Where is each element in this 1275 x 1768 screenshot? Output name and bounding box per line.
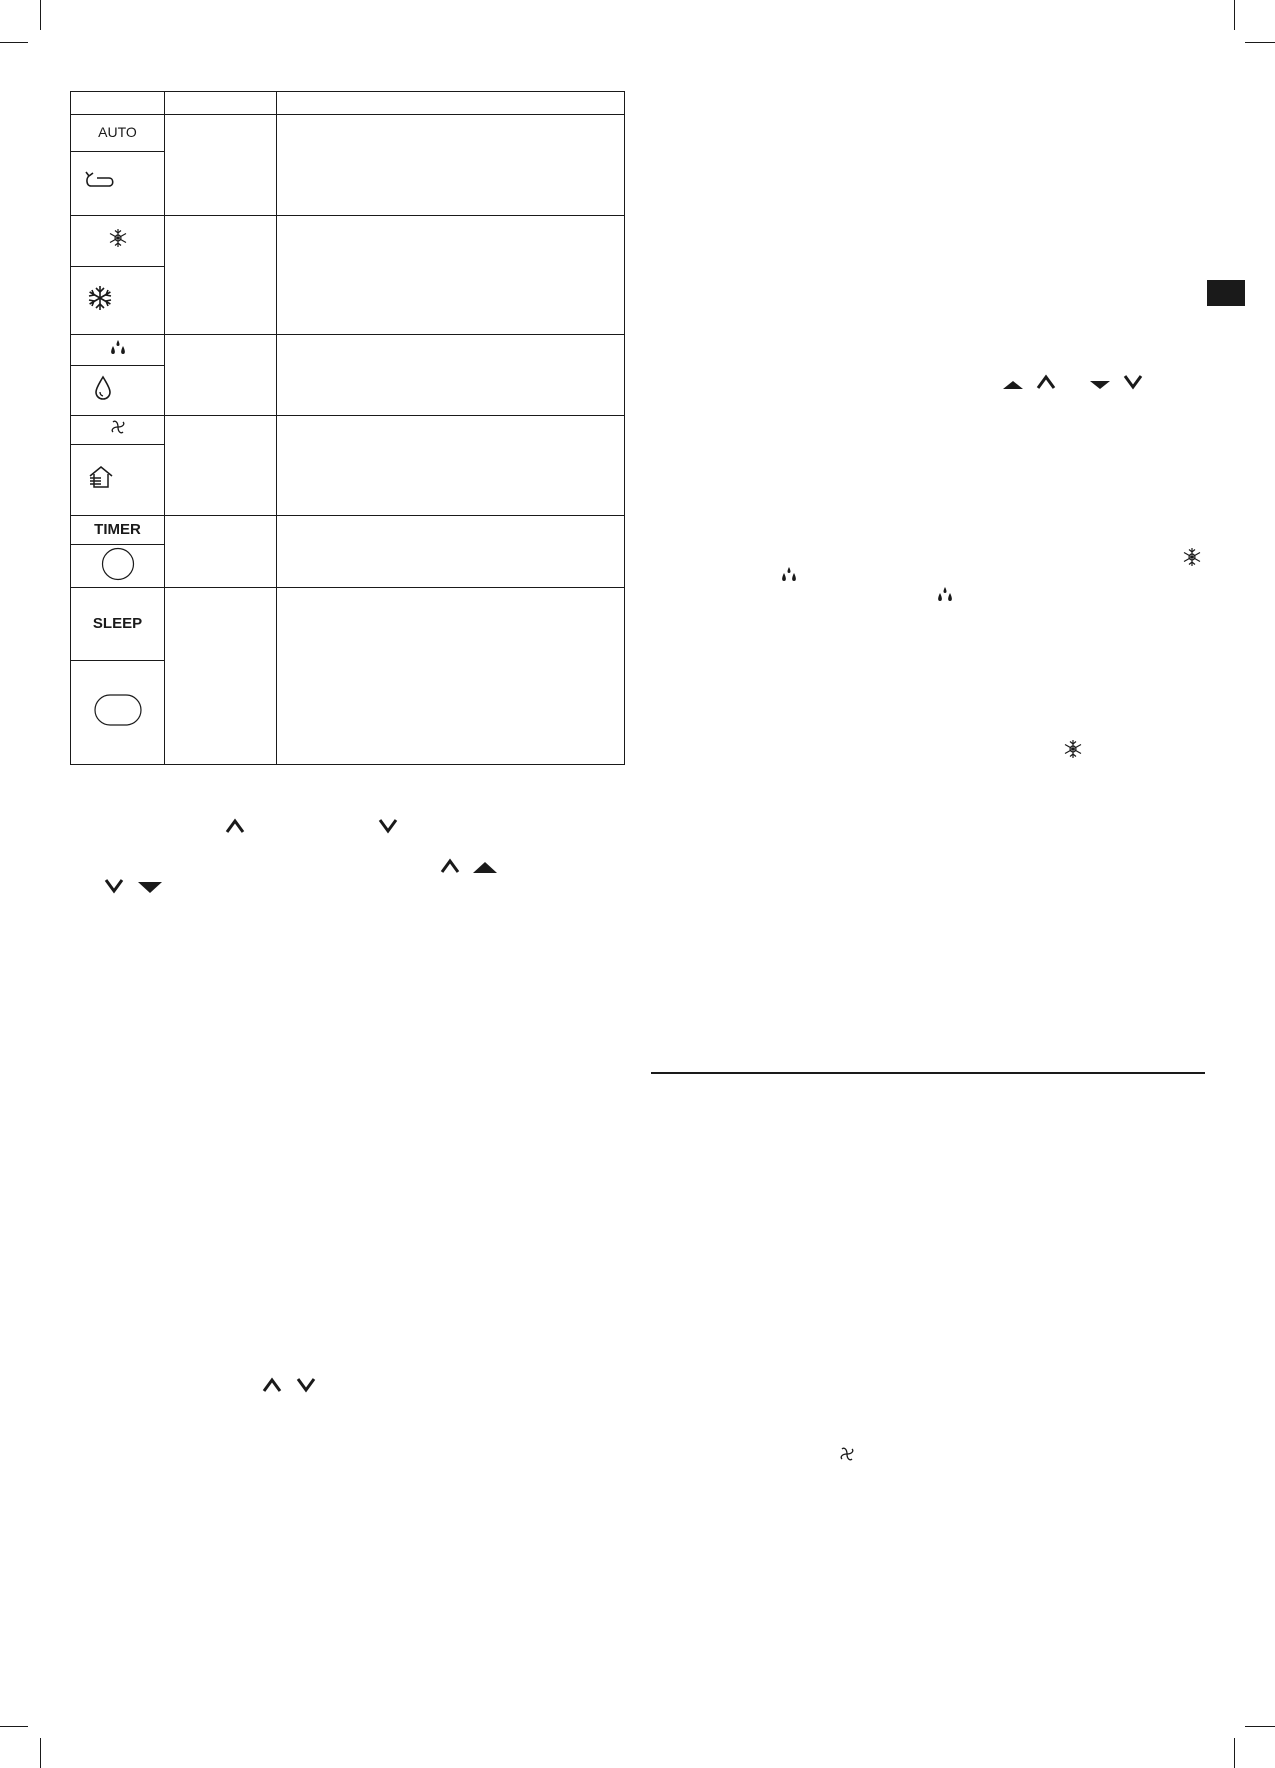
symbol-cell xyxy=(71,115,165,152)
auto-label: AUTO xyxy=(98,124,137,141)
table-row xyxy=(71,335,625,366)
symbol-cell xyxy=(71,544,165,587)
snowflake-small-icon xyxy=(108,228,128,248)
modes-table xyxy=(70,91,625,765)
table-row xyxy=(71,416,625,444)
symbol-cell xyxy=(71,661,165,765)
droplets-icon xyxy=(108,339,128,357)
mode-cell xyxy=(165,416,277,515)
chevron-up-icon xyxy=(262,1377,282,1393)
snowflake-icon xyxy=(1182,547,1202,567)
symbol-cell xyxy=(71,416,165,444)
header-cell-mode xyxy=(165,92,277,115)
fan-icon xyxy=(108,417,128,437)
description-cell xyxy=(277,335,625,416)
description-cell xyxy=(277,515,625,587)
symbol-cell xyxy=(71,152,165,215)
header-cell-description xyxy=(277,92,625,115)
symbol-cell xyxy=(71,444,165,515)
table-row xyxy=(71,115,625,152)
crop-mark-br-h xyxy=(1245,1726,1275,1727)
droplets-icon xyxy=(779,566,799,584)
mode-cell xyxy=(165,515,277,587)
chevron-up-icon xyxy=(225,818,245,834)
snowflake-large-icon xyxy=(87,285,113,311)
chevron-down-icon xyxy=(296,1377,316,1393)
fan-icon xyxy=(837,1444,857,1464)
crop-mark-tl-v xyxy=(40,0,41,30)
rounded-button-icon xyxy=(94,694,142,726)
description-cell xyxy=(277,416,625,515)
crop-mark-tl-h xyxy=(0,42,28,43)
table-header-row xyxy=(71,92,625,115)
circle-button-icon xyxy=(101,547,135,581)
symbol-cell xyxy=(71,366,165,416)
symbol-cell xyxy=(71,335,165,366)
table-row xyxy=(71,215,625,266)
crop-mark-tr-h xyxy=(1245,42,1275,43)
header-cell-symbol xyxy=(71,92,165,115)
mode-cell xyxy=(165,588,277,765)
symbol-cell xyxy=(71,515,165,544)
droplet-icon xyxy=(94,375,112,401)
table-row xyxy=(71,515,625,544)
crop-mark-bl-h xyxy=(0,1726,28,1727)
section-divider xyxy=(651,1072,1205,1074)
table-row xyxy=(71,588,625,661)
symbol-cell xyxy=(71,215,165,266)
mode-cell xyxy=(165,335,277,416)
language-tab xyxy=(1207,280,1245,306)
description-cell xyxy=(277,215,625,335)
description-cell xyxy=(277,115,625,215)
crop-mark-bl-v xyxy=(40,1738,41,1768)
chevron-down-icon xyxy=(1123,374,1143,390)
description-cell xyxy=(277,588,625,765)
snowflake-icon xyxy=(1063,739,1083,759)
crop-mark-tr-v xyxy=(1234,0,1235,30)
mode-cell xyxy=(165,115,277,215)
triangle-down-icon xyxy=(137,881,163,894)
droplets-icon xyxy=(935,586,955,604)
chevron-up-icon xyxy=(1036,374,1056,390)
triangle-up-icon xyxy=(472,861,498,874)
symbol-cell xyxy=(71,266,165,334)
mode-cell xyxy=(165,215,277,335)
triangle-down-icon xyxy=(1089,380,1111,390)
timer-label: TIMER xyxy=(94,520,141,538)
auto-cycle-icon xyxy=(83,170,117,192)
house-vent-icon xyxy=(87,464,115,490)
symbol-cell xyxy=(71,588,165,661)
chevron-down-icon xyxy=(104,878,124,894)
chevron-up-icon xyxy=(440,858,460,874)
triangle-up-icon xyxy=(1002,380,1024,390)
sleep-label: SLEEP xyxy=(92,615,143,633)
chevron-down-icon xyxy=(378,818,398,834)
crop-mark-br-v xyxy=(1234,1738,1235,1768)
